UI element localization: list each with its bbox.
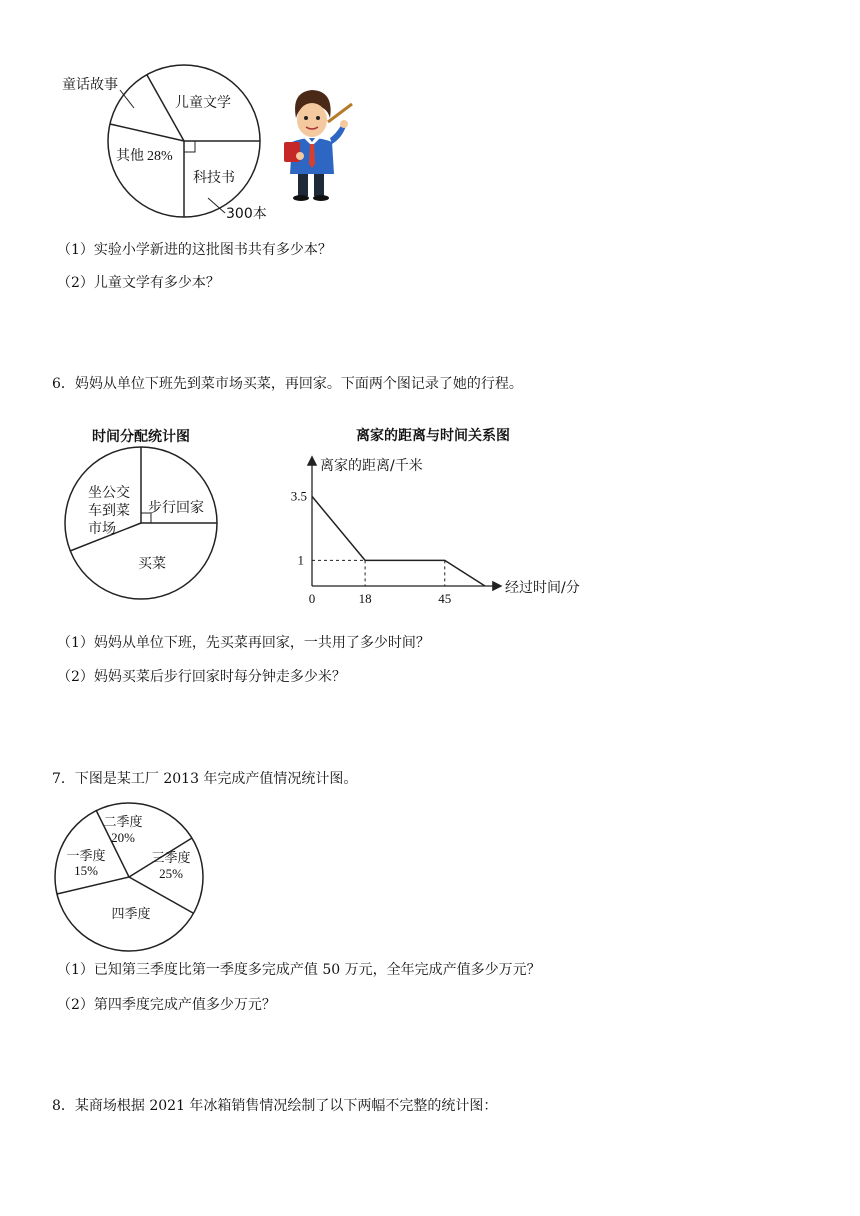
q6-question-2: （2）妈妈买菜后步行回家时每分钟走多少米？ bbox=[57, 669, 346, 685]
quarterly-output-pie-chart bbox=[0, 0, 260, 960]
label-children-literature: 儿童文学 bbox=[175, 95, 231, 111]
buy-vegetables-label: 买菜 bbox=[138, 556, 166, 572]
label-other-percent: 28% bbox=[147, 149, 173, 164]
label-other: 其他 bbox=[116, 148, 144, 164]
x-tick-18: 18 bbox=[358, 591, 372, 606]
q2-percent: 20% bbox=[111, 830, 135, 845]
x-tick-0: 0 bbox=[308, 591, 316, 606]
line-chart-title: 离家的距离与时间关系图 bbox=[356, 428, 510, 444]
bus-label-line-3: 市场 bbox=[88, 521, 116, 537]
q7-stem: 7．下图是某工厂 2013 年完成产值情况统计图。 bbox=[52, 771, 358, 787]
line-chart-guides bbox=[312, 560, 445, 586]
q8-stem: 8．某商场根据 2021 年冰箱销售情况绘制了以下两幅不完整的统计图： bbox=[52, 1098, 498, 1114]
walk-home-label: 步行回家 bbox=[148, 500, 204, 516]
line-chart-ticks bbox=[291, 488, 452, 606]
label-fairy-tales: 童话故事 bbox=[62, 77, 118, 93]
distance-series-line bbox=[312, 496, 485, 586]
y-axis-label: 离家的距离/千米 bbox=[320, 458, 423, 474]
bus-label-line-2: 车到菜 bbox=[88, 503, 130, 519]
q4-label: 四季度 bbox=[111, 907, 151, 922]
x-axis-label: 经过时间/分 bbox=[505, 580, 580, 596]
q1-label: 一季度 bbox=[66, 849, 106, 864]
q3-percent: 25% bbox=[159, 866, 183, 881]
q6-stem: 6．妈妈从单位下班先到菜市场买菜，再回家。下面两个图记录了她的行程。 bbox=[52, 376, 523, 392]
bus-label-line-1: 坐公交 bbox=[88, 485, 130, 501]
y-tick-1: 1 bbox=[297, 552, 304, 568]
q6-question-1: （1）妈妈从单位下班，先买菜再回家，一共用了多少时间？ bbox=[57, 635, 430, 651]
q7-question-1: （1）已知第三季度比第一季度多完成产值 50 万元，全年完成产值多少万元？ bbox=[57, 962, 541, 978]
q2-label: 二季度 bbox=[103, 815, 143, 830]
q5-question-2: （2）儿童文学有多少本？ bbox=[57, 275, 220, 291]
label-tech-books: 科技书 bbox=[193, 170, 235, 186]
q3-label: 三季度 bbox=[151, 851, 191, 866]
time-pie-title: 时间分配统计图 bbox=[92, 429, 190, 445]
y-tick-3-5: 3.5 bbox=[290, 488, 307, 504]
label-tech-amount: 300本 bbox=[226, 206, 267, 222]
q1-percent: 15% bbox=[74, 863, 98, 878]
x-tick-45: 45 bbox=[438, 591, 452, 606]
q5-question-1: （1）实验小学新进的这批图书共有多少本？ bbox=[57, 242, 332, 258]
q7-question-2: （2）第四季度完成产值多少万元？ bbox=[57, 997, 276, 1013]
